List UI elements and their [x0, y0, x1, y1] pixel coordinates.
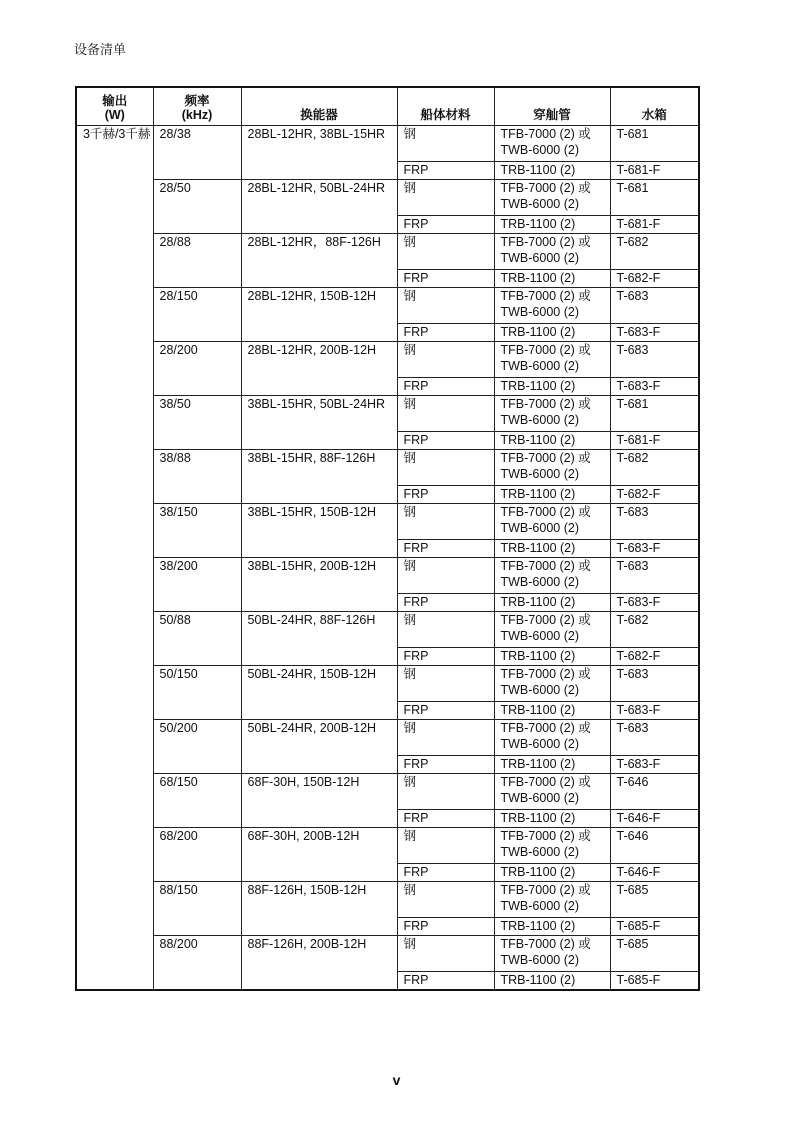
thru-hull-cell: TRB-1100 (2) [494, 270, 610, 288]
frequency-cell: 28/50 [153, 180, 241, 234]
thru-hull-cell: TFB-7000 (2) 或 TWB-6000 (2) [494, 558, 610, 594]
tank-cell: T-681-F [610, 432, 699, 450]
table-row [76, 180, 699, 216]
tank-cell: T-683 [610, 666, 699, 702]
hull-material-cell: 钢 [397, 126, 494, 162]
output-cell: 3千赫/3千赫 [76, 126, 153, 991]
tank-cell: T-682-F [610, 486, 699, 504]
transducer-cell: 38BL-15HR, 88F-126H [241, 450, 397, 504]
tank-cell: T-683-F [610, 756, 699, 774]
tank-cell: T-682-F [610, 270, 699, 288]
transducer-cell: 88F-126H, 150B-12H [241, 882, 397, 936]
thru-hull-cell: TFB-7000 (2) 或 TWB-6000 (2) [494, 612, 610, 648]
transducer-cell: 88F-126H, 200B-12H [241, 936, 397, 991]
frequency-cell: 28/88 [153, 234, 241, 288]
hull-material-cell: 钢 [397, 504, 494, 540]
tank-cell: T-646 [610, 774, 699, 810]
table-row [76, 234, 699, 270]
tank-cell: T-683 [610, 558, 699, 594]
hull-material-cell: FRP [397, 432, 494, 450]
table-row [76, 396, 699, 432]
tank-cell: T-683 [610, 504, 699, 540]
hull-material-cell: FRP [397, 756, 494, 774]
table-row [76, 774, 699, 810]
tank-cell: T-646 [610, 828, 699, 864]
thru-hull-cell: TRB-1100 (2) [494, 324, 610, 342]
thru-hull-cell: TFB-7000 (2) 或 TWB-6000 (2) [494, 504, 610, 540]
thru-hull-cell: TFB-7000 (2) 或 TWB-6000 (2) [494, 342, 610, 378]
thru-hull-cell: TFB-7000 (2) 或 TWB-6000 (2) [494, 720, 610, 756]
page-number: v [392, 1072, 401, 1088]
hull-material-cell: FRP [397, 486, 494, 504]
table-header-row [76, 87, 699, 126]
table-row [76, 882, 699, 918]
thru-hull-cell: TRB-1100 (2) [494, 594, 610, 612]
hull-material-cell: FRP [397, 324, 494, 342]
table-row [76, 126, 699, 162]
hull-material-cell: 钢 [397, 558, 494, 594]
tank-cell: T-646-F [610, 864, 699, 882]
frequency-cell: 38/88 [153, 450, 241, 504]
hull-material-cell: 钢 [397, 720, 494, 756]
transducer-cell: 28BL-12HR, 200B-12H [241, 342, 397, 396]
transducer-cell: 68F-30H, 200B-12H [241, 828, 397, 882]
thru-hull-cell: TRB-1100 (2) [494, 486, 610, 504]
thru-hull-cell: TFB-7000 (2) 或 TWB-6000 (2) [494, 936, 610, 972]
hull-material-cell: 钢 [397, 774, 494, 810]
thru-hull-cell: TRB-1100 (2) [494, 432, 610, 450]
tank-cell: T-683-F [610, 540, 699, 558]
tank-cell: T-683 [610, 342, 699, 378]
tank-cell: T-682 [610, 234, 699, 270]
transducer-cell: 68F-30H, 150B-12H [241, 774, 397, 828]
col-header-hull: 船体材料 [397, 87, 494, 126]
hull-material-cell: 钢 [397, 612, 494, 648]
thru-hull-cell: TFB-7000 (2) 或 TWB-6000 (2) [494, 450, 610, 486]
thru-hull-cell: TRB-1100 (2) [494, 702, 610, 720]
table-row [76, 288, 699, 324]
tank-cell: T-683-F [610, 594, 699, 612]
transducer-cell: 28BL-12HR, 50BL-24HR [241, 180, 397, 234]
transducer-cell: 28BL-12HR, 38BL-15HR [241, 126, 397, 180]
tank-cell: T-681-F [610, 216, 699, 234]
table-row [76, 936, 699, 972]
hull-material-cell: 钢 [397, 342, 494, 378]
hull-material-cell: FRP [397, 810, 494, 828]
hull-material-cell: 钢 [397, 450, 494, 486]
frequency-cell: 28/150 [153, 288, 241, 342]
thru-hull-cell: TFB-7000 (2) 或 TWB-6000 (2) [494, 234, 610, 270]
transducer-cell: 38BL-15HR, 150B-12H [241, 504, 397, 558]
thru-hull-cell: TRB-1100 (2) [494, 810, 610, 828]
frequency-cell: 38/50 [153, 396, 241, 450]
col-header-frequency-label: 频率 (kHz) [181, 94, 213, 122]
hull-material-cell: FRP [397, 594, 494, 612]
hull-material-cell: 钢 [397, 396, 494, 432]
hull-material-cell: FRP [397, 918, 494, 936]
frequency-cell: 50/200 [153, 720, 241, 774]
thru-hull-cell: TRB-1100 (2) [494, 162, 610, 180]
hull-material-cell: FRP [397, 540, 494, 558]
tank-cell: T-683-F [610, 378, 699, 396]
tank-cell: T-683-F [610, 702, 699, 720]
thru-hull-cell: TFB-7000 (2) 或 TWB-6000 (2) [494, 666, 610, 702]
thru-hull-cell: TFB-7000 (2) 或 TWB-6000 (2) [494, 396, 610, 432]
thru-hull-cell: TFB-7000 (2) 或 TWB-6000 (2) [494, 774, 610, 810]
tank-cell: T-685-F [610, 972, 699, 991]
thru-hull-cell: TFB-7000 (2) 或 TWB-6000 (2) [494, 126, 610, 162]
thru-hull-cell: TRB-1100 (2) [494, 864, 610, 882]
frequency-cell: 38/150 [153, 504, 241, 558]
transducer-cell: 50BL-24HR, 88F-126H [241, 612, 397, 666]
tank-cell: T-685 [610, 936, 699, 972]
frequency-cell: 88/150 [153, 882, 241, 936]
col-header-transducer: 换能器 [241, 87, 397, 126]
hull-material-cell: 钢 [397, 936, 494, 972]
thru-hull-cell: TFB-7000 (2) 或 TWB-6000 (2) [494, 180, 610, 216]
thru-hull-cell: TRB-1100 (2) [494, 972, 610, 991]
tank-cell: T-681 [610, 126, 699, 162]
transducer-cell: 28BL-12HR，88F-126H [241, 234, 397, 288]
thru-hull-cell: TRB-1100 (2) [494, 216, 610, 234]
table-body [76, 126, 699, 991]
hull-material-cell: 钢 [397, 666, 494, 702]
frequency-cell: 38/200 [153, 558, 241, 612]
tank-cell: T-683 [610, 288, 699, 324]
frequency-cell: 50/88 [153, 612, 241, 666]
tank-cell: T-681 [610, 396, 699, 432]
col-header-frequency [153, 87, 241, 126]
thru-hull-cell: TRB-1100 (2) [494, 648, 610, 666]
frequency-cell: 68/200 [153, 828, 241, 882]
hull-material-cell: FRP [397, 162, 494, 180]
table-row [76, 450, 699, 486]
hull-material-cell: FRP [397, 972, 494, 991]
table-row [76, 558, 699, 594]
hull-material-cell: FRP [397, 378, 494, 396]
col-header-output [76, 87, 153, 126]
frequency-cell: 88/200 [153, 936, 241, 991]
table-row [76, 612, 699, 648]
col-header-thru-hull: 穿舢管 [494, 87, 610, 126]
hull-material-cell: 钢 [397, 828, 494, 864]
table-row [76, 828, 699, 864]
tank-cell: T-682-F [610, 648, 699, 666]
hull-material-cell: 钢 [397, 882, 494, 918]
hull-material-cell: FRP [397, 864, 494, 882]
hull-material-cell: 钢 [397, 180, 494, 216]
frequency-cell: 28/200 [153, 342, 241, 396]
hull-material-cell: FRP [397, 270, 494, 288]
tank-cell: T-682 [610, 612, 699, 648]
frequency-cell: 68/150 [153, 774, 241, 828]
tank-cell: T-683 [610, 720, 699, 756]
transducer-cell: 50BL-24HR, 150B-12H [241, 666, 397, 720]
thru-hull-cell: TFB-7000 (2) 或 TWB-6000 (2) [494, 288, 610, 324]
transducer-cell: 28BL-12HR, 150B-12H [241, 288, 397, 342]
transducer-cell: 38BL-15HR, 50BL-24HR [241, 396, 397, 450]
table-row [76, 342, 699, 378]
thru-hull-cell: TFB-7000 (2) 或 TWB-6000 (2) [494, 882, 610, 918]
tank-cell: T-685-F [610, 918, 699, 936]
hull-material-cell: FRP [397, 702, 494, 720]
transducer-cell: 50BL-24HR, 200B-12H [241, 720, 397, 774]
hull-material-cell: 钢 [397, 288, 494, 324]
tank-cell: T-681 [610, 180, 699, 216]
tank-cell: T-646-F [610, 810, 699, 828]
thru-hull-cell: TRB-1100 (2) [494, 540, 610, 558]
equipment-table [75, 86, 700, 991]
page-title: 设备清单 [74, 42, 127, 57]
table-row [76, 504, 699, 540]
table-row [76, 720, 699, 756]
hull-material-cell: FRP [397, 648, 494, 666]
col-header-tank: 水箱 [610, 87, 699, 126]
hull-material-cell: FRP [397, 216, 494, 234]
frequency-cell: 28/38 [153, 126, 241, 180]
thru-hull-cell: TRB-1100 (2) [494, 378, 610, 396]
thru-hull-cell: TRB-1100 (2) [494, 756, 610, 774]
hull-material-cell: 钢 [397, 234, 494, 270]
col-header-output-label: 输出 (W) [102, 94, 128, 122]
thru-hull-cell: TRB-1100 (2) [494, 918, 610, 936]
tank-cell: T-681-F [610, 162, 699, 180]
tank-cell: T-682 [610, 450, 699, 486]
tank-cell: T-683-F [610, 324, 699, 342]
thru-hull-cell: TFB-7000 (2) 或 TWB-6000 (2) [494, 828, 610, 864]
transducer-cell: 38BL-15HR, 200B-12H [241, 558, 397, 612]
frequency-cell: 50/150 [153, 666, 241, 720]
tank-cell: T-685 [610, 882, 699, 918]
table-row [76, 666, 699, 702]
